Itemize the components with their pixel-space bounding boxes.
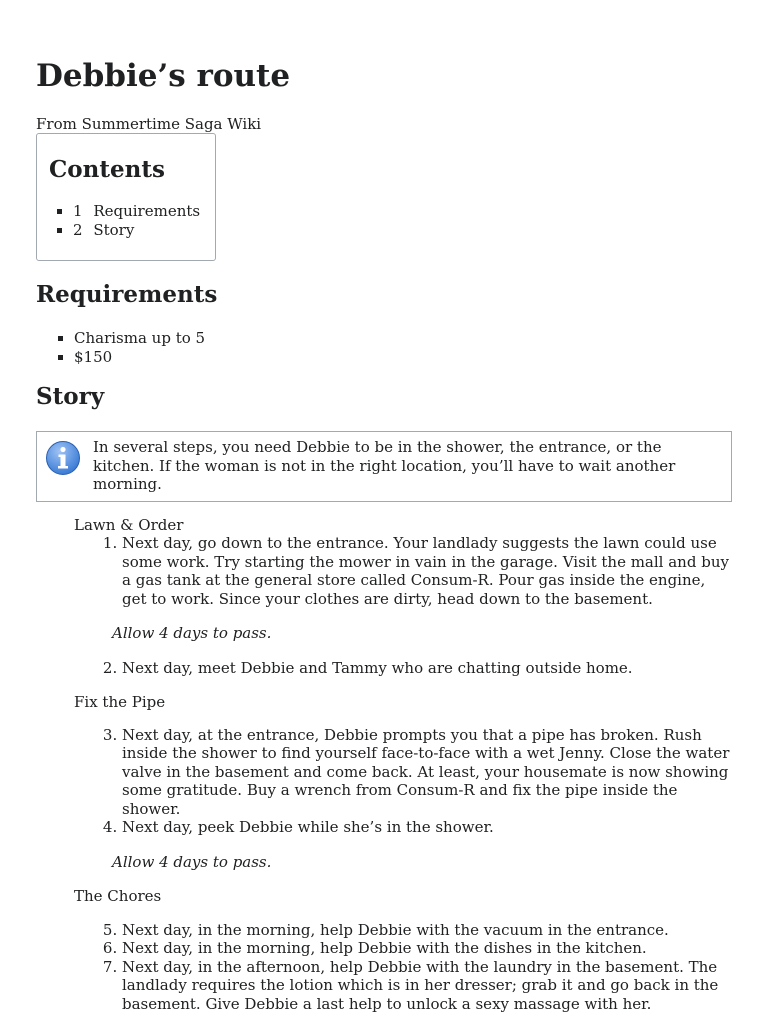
list-item: ▪ $150 — [74, 348, 732, 367]
toc-item-requirements[interactable] — [73, 202, 203, 221]
list-item: ▪ Charisma up to 5 — [74, 329, 732, 348]
list-item: 5. Next day, in the morning, help Debbie with the vacuum in the entrance. — [122, 921, 732, 940]
list-item: 2. Next day, meet Debbie and Tammy who are chatting outside home. — [122, 659, 732, 678]
steps-list — [36, 726, 732, 837]
requirements-heading: Requirements — [36, 281, 218, 308]
page-title: Debbie’s route — [36, 58, 291, 94]
list-item: 3. Next day, at the entrance, Debbie prompts you that a pipe has broken. Rush inside the shower to find yourself face-to-face with a wet Jenny. Close the water valve in the basement and come back. At least, your housemate is now showing some gratitude. Buy a wrench from Consum-R and fix the pipe inside the shower. — [122, 726, 732, 819]
toc-link-requirements[interactable]: Requirements — [93, 202, 201, 220]
toc-item-story[interactable] — [73, 221, 203, 240]
list-item: 1. Next day, go down to the entrance. Your landlady suggests the lawn could use some work. Try starting the mower in vain in the garage. Visit the mall and buy a gas tank at the general store called Consum-R. Pour gas inside the engine, get to work. Since your clothes are dirty, head down to the basement. — [122, 534, 732, 608]
section-label-fix-pipe: Fix the Pipe — [74, 693, 166, 711]
info-icon — [45, 440, 81, 476]
section-label-lawn-order: Lawn & Order — [74, 515, 184, 534]
toc-link-story[interactable]: Story — [93, 221, 135, 239]
toc-number: 1 — [73, 202, 83, 220]
steps-list — [36, 659, 732, 678]
site-subtitle: From Summertime Saga Wiki — [36, 115, 262, 133]
section-label-chores: The Chores — [74, 887, 162, 905]
info-note — [36, 431, 732, 502]
allow-days-note: Allow 4 days to pass. — [112, 624, 272, 642]
info-note-text: In several steps, you need Debbie to be in the shower, the entrance, or the kitchen. If the woman is not in the right location, you’ll have to wait another morning. — [93, 438, 676, 493]
toc-list — [49, 202, 203, 240]
requirements-list — [36, 329, 732, 367]
steps-list — [36, 534, 732, 608]
toc-number: 2 — [73, 221, 83, 239]
steps-list — [36, 921, 732, 1014]
list-item: 7. Next day, in the afternoon, help Debbie with the laundry in the basement. The landlady requires the lotion which is in her dresser; grab it and go back in the basement. Give Debbie a last help to unlock a sexy massage with her. — [122, 958, 732, 1014]
list-item: 4. Next day, peek Debbie while she’s in the shower. — [122, 818, 732, 837]
allow-days-note: Allow 4 days to pass. — [112, 852, 272, 871]
story-heading: Story — [36, 383, 105, 410]
list-item: 6. Next day, in the morning, help Debbie with the dishes in the kitchen. — [122, 939, 732, 958]
toc-title: Contents — [49, 156, 165, 183]
table-of-contents — [36, 133, 216, 261]
